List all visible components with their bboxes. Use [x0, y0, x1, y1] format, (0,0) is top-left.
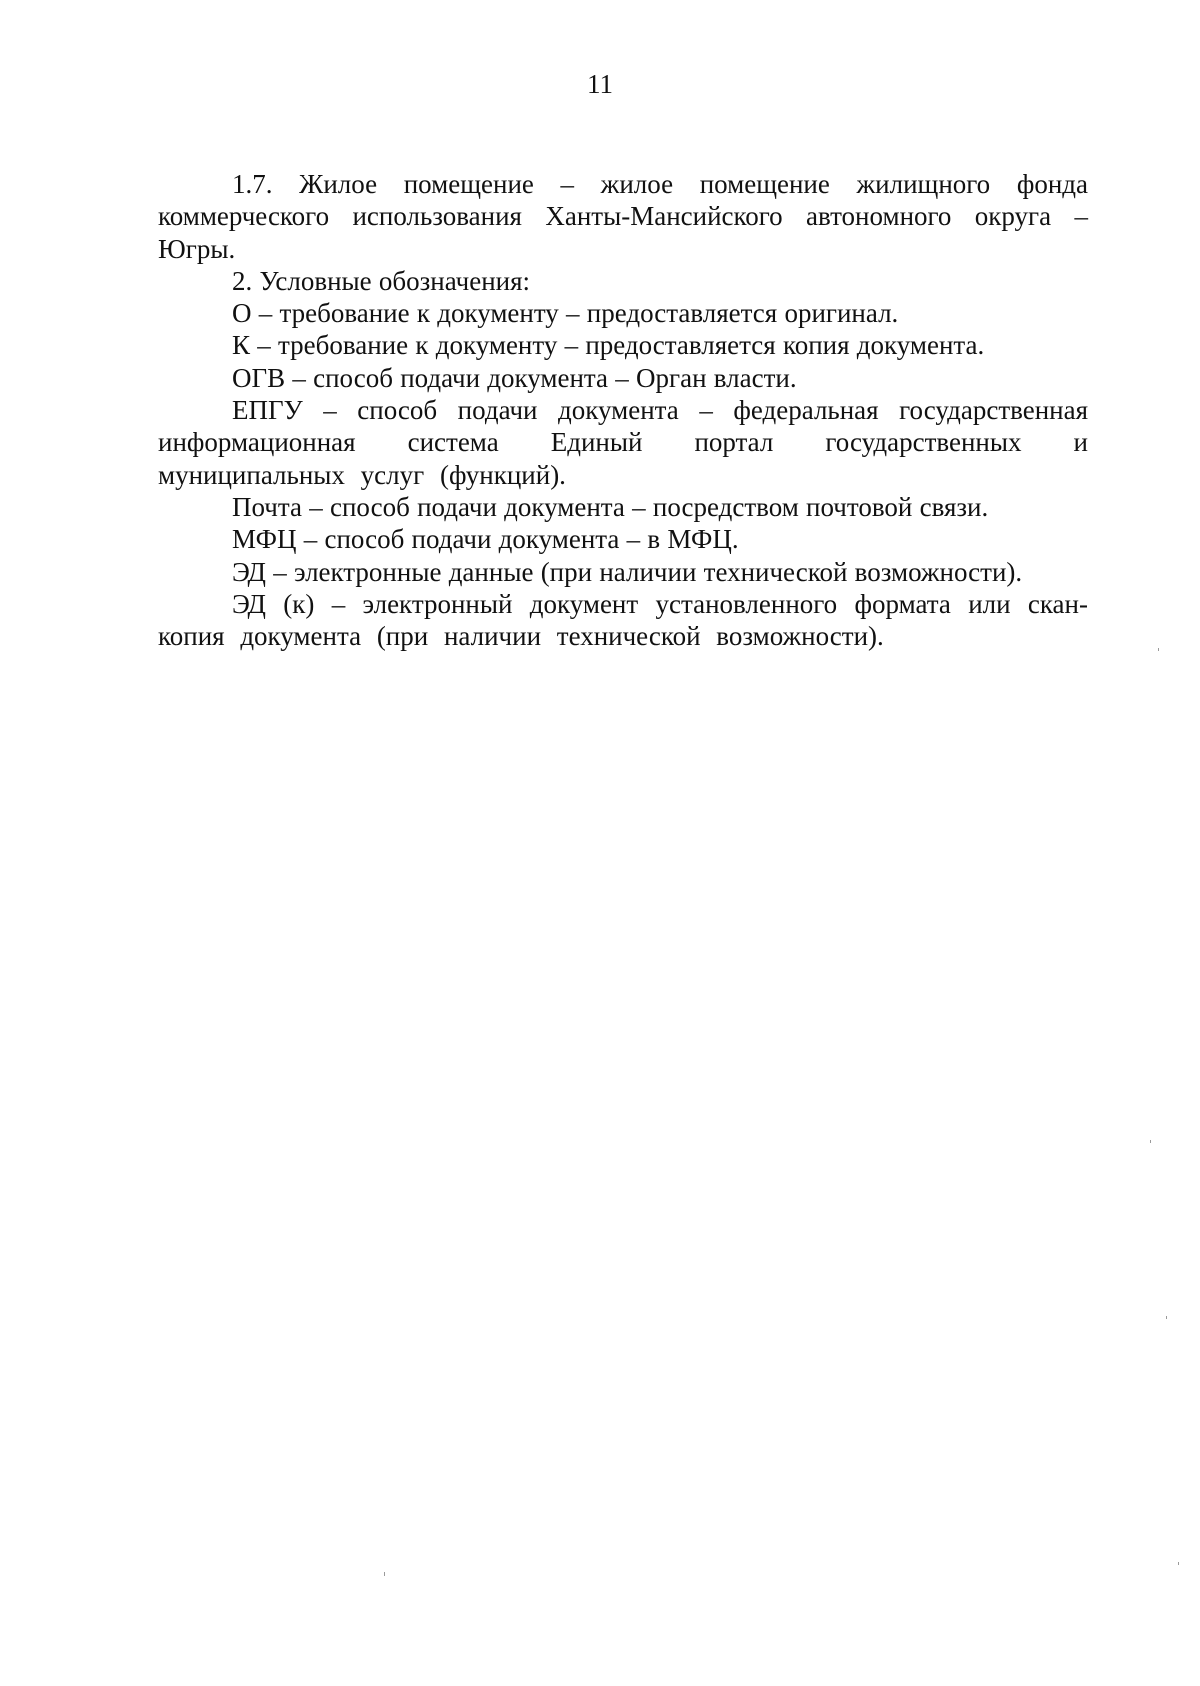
paragraph-legend-mfc: МФЦ – способ подачи документа – в МФЦ. [232, 524, 739, 555]
page-number: 11 [587, 69, 613, 99]
paragraph-legend-heading: 2. Условные обозначения: [232, 265, 531, 296]
paragraph-legend-original: О – требование к документу – предоставляется оригинал. [232, 298, 899, 329]
scan-speck [1150, 1140, 1151, 1143]
paragraph-legend-ed: ЭД – электронные данные (при наличии технической возможности). [232, 556, 1023, 587]
scan-speck [1158, 648, 1159, 651]
document-body [158, 168, 1088, 652]
scan-speck [1166, 1316, 1167, 1319]
scan-speck [384, 1572, 385, 1576]
paragraph-legend-post: Почта – способ подачи документа – посредством почтовой связи. [232, 491, 989, 522]
scan-speck [1178, 1562, 1179, 1565]
paragraph-legend-ed-copy: ЭД (к) – электронный документ установленного формата или скан-копия документа (при наличии технической возможности). [158, 588, 1088, 652]
paragraph-legend-epgu: ЕПГУ – способ подачи документа – федеральная государственная информационная система Единый портал государственных и муниципальных услуг (функций). [158, 395, 1088, 490]
paragraph-1-7-definition: 1.7. Жилое помещение – жилое помещение жилищного фонда коммерческого использования Ханты-Мансийского автономного округа – Югры. [158, 169, 1088, 264]
paragraph-legend-copy: К – требование к документу – предоставляется копия документа. [232, 330, 985, 361]
paragraph-legend-ogv: ОГВ – способ подачи документа – Орган власти. [232, 362, 797, 393]
